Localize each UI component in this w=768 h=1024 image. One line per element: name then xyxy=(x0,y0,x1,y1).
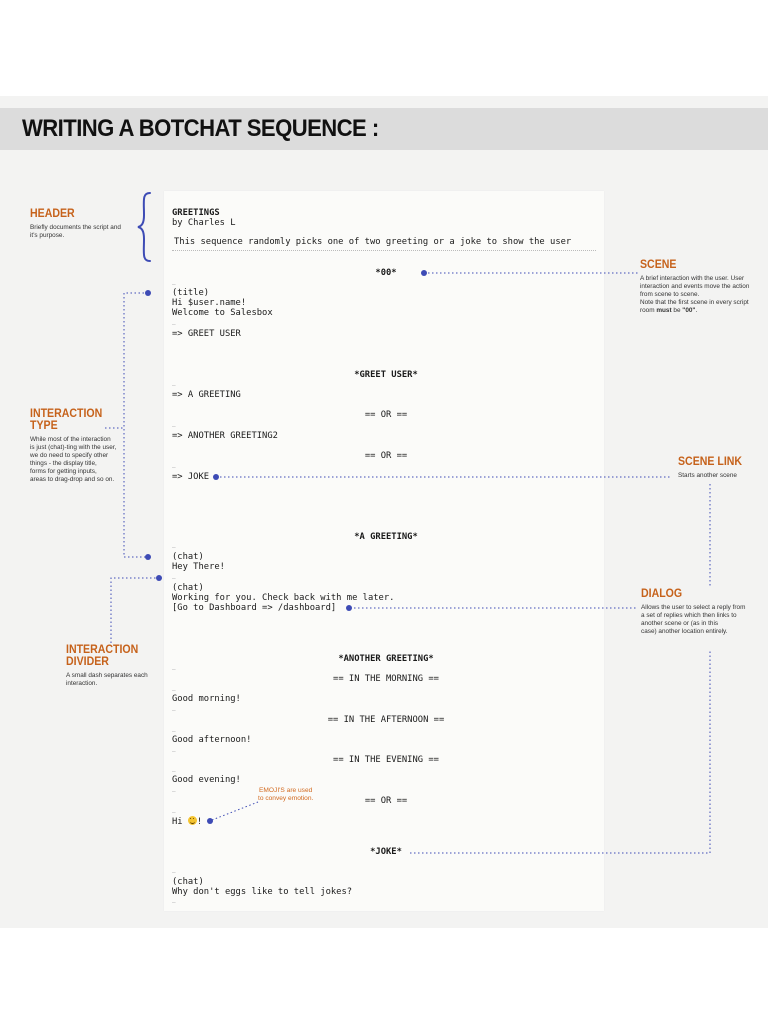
annotation-interaction-divider-text: A small dash separates each interaction. xyxy=(66,672,148,687)
connector-dot xyxy=(421,270,427,276)
annotation-interaction-type-title: INTERACTION TYPE xyxy=(30,408,103,432)
line-hey-there: Hey There! xyxy=(172,562,225,572)
annotation-interaction-type-text: While most of the interaction is just (chat)-ting with the user, we do need to specify other things - the display title, forms for getting inputs, areas to drag-drop and so on. xyxy=(30,436,117,483)
script-description: This sequence randomly picks one of two greeting or a joke to show the user xyxy=(174,237,572,247)
script-name: GREETINGS xyxy=(172,208,220,218)
or-separator-1: == OR == xyxy=(364,410,408,420)
annotation-dialog-title: DIALOG xyxy=(641,588,683,600)
connector-dot xyxy=(156,575,162,581)
line-hi-user: Hi $user.name! xyxy=(172,298,247,308)
type-tag-chat: (chat) xyxy=(172,877,204,887)
or-separator-3: == OR == xyxy=(364,796,408,806)
annotation-scene-link-title: SCENE LINK xyxy=(678,456,743,468)
annotation-interaction-divider-title: INTERACTION DIVIDER xyxy=(66,644,139,668)
smiley-emoji-icon xyxy=(188,816,197,825)
interaction-divider: – xyxy=(172,382,176,389)
interaction-divider: – xyxy=(172,869,176,876)
line-working-for-you: Working for you. Check back with me later. xyxy=(172,593,395,603)
condition-afternoon: == IN THE AFTERNOON == xyxy=(327,715,445,725)
annotation-scene-text: A brief interaction with the user. User interaction and events move the action from scene to scene. Note that the first scene in every script room must be "00". xyxy=(640,275,750,314)
page-title: WRITING A BOTCHAT SEQUENCE : xyxy=(22,115,379,142)
interaction-divider: – xyxy=(172,809,176,816)
annotation-scene-link-text: Starts another scene xyxy=(678,472,737,479)
interaction-divider: – xyxy=(172,281,176,288)
dialog-go-to-dashboard: [Go to Dashboard => /dashboard] xyxy=(172,603,337,613)
interaction-divider: – xyxy=(172,544,176,551)
script-author: by Charles L xyxy=(172,218,236,228)
line-joke-question: Why don't eggs like to tell jokes? xyxy=(172,887,353,897)
condition-evening: == IN THE EVENING == xyxy=(333,755,439,765)
connector-dot xyxy=(207,818,213,824)
interaction-divider: – xyxy=(172,788,176,795)
type-tag-title: (title) xyxy=(172,288,210,298)
header-brace-icon xyxy=(136,191,156,263)
type-tag-chat: (chat) xyxy=(172,552,204,562)
scene-heading-a-greeting: *A GREETING* xyxy=(354,532,418,542)
annotation-header-text: Briefly documents the script and it's purpose. xyxy=(30,224,121,239)
interaction-divider: – xyxy=(172,575,176,582)
interaction-divider: – xyxy=(172,321,176,328)
interaction-divider: – xyxy=(172,687,176,694)
interaction-divider: – xyxy=(172,423,176,430)
interaction-divider: – xyxy=(172,728,176,735)
annotation-scene-title: SCENE xyxy=(640,259,677,271)
type-tag-chat: (chat) xyxy=(172,583,204,593)
interaction-divider: – xyxy=(172,768,176,775)
link-greet-user: => GREET USER xyxy=(172,329,241,339)
line-good-afternoon: Good afternoon! xyxy=(172,735,252,745)
condition-morning: == IN THE MORNING == xyxy=(333,674,439,684)
interaction-divider: – xyxy=(172,464,176,471)
interaction-divider: – xyxy=(172,666,176,673)
connector-dot xyxy=(346,605,352,611)
connector-dot xyxy=(145,290,151,296)
line-hi-emoji: Hi ! xyxy=(172,817,203,827)
line-good-evening: Good evening! xyxy=(172,775,241,785)
or-separator-2: == OR == xyxy=(364,451,408,461)
connector-dot xyxy=(145,554,151,560)
scene-heading-another-greeting: *ANOTHER GREETING* xyxy=(338,654,434,664)
connector-dot xyxy=(213,474,219,480)
annotation-header-title: HEADER xyxy=(30,208,75,220)
interaction-divider: – xyxy=(172,748,176,755)
link-a-greeting: => A GREETING xyxy=(172,390,241,400)
header-separator xyxy=(172,250,596,251)
annotation-emoji-text: EMOJI'S are used to convey emotion. xyxy=(258,787,314,802)
scene-heading-joke: *JOKE* xyxy=(370,847,402,857)
interaction-divider: – xyxy=(172,707,176,714)
annotation-dialog-text: Allows the user to select a reply from a set of replies which then links to another scene or (as in this case) another location entirely. xyxy=(641,604,746,635)
interaction-divider: – xyxy=(172,899,176,906)
line-good-morning: Good morning! xyxy=(172,694,241,704)
line-welcome: Welcome to Salesbox xyxy=(172,308,273,318)
link-another-greeting: => ANOTHER GREETING2 xyxy=(172,431,278,441)
link-joke: => JOKE xyxy=(172,472,210,482)
scene-heading-00: *00* xyxy=(375,268,397,278)
scene-heading-greet-user: *GREET USER* xyxy=(354,370,418,380)
